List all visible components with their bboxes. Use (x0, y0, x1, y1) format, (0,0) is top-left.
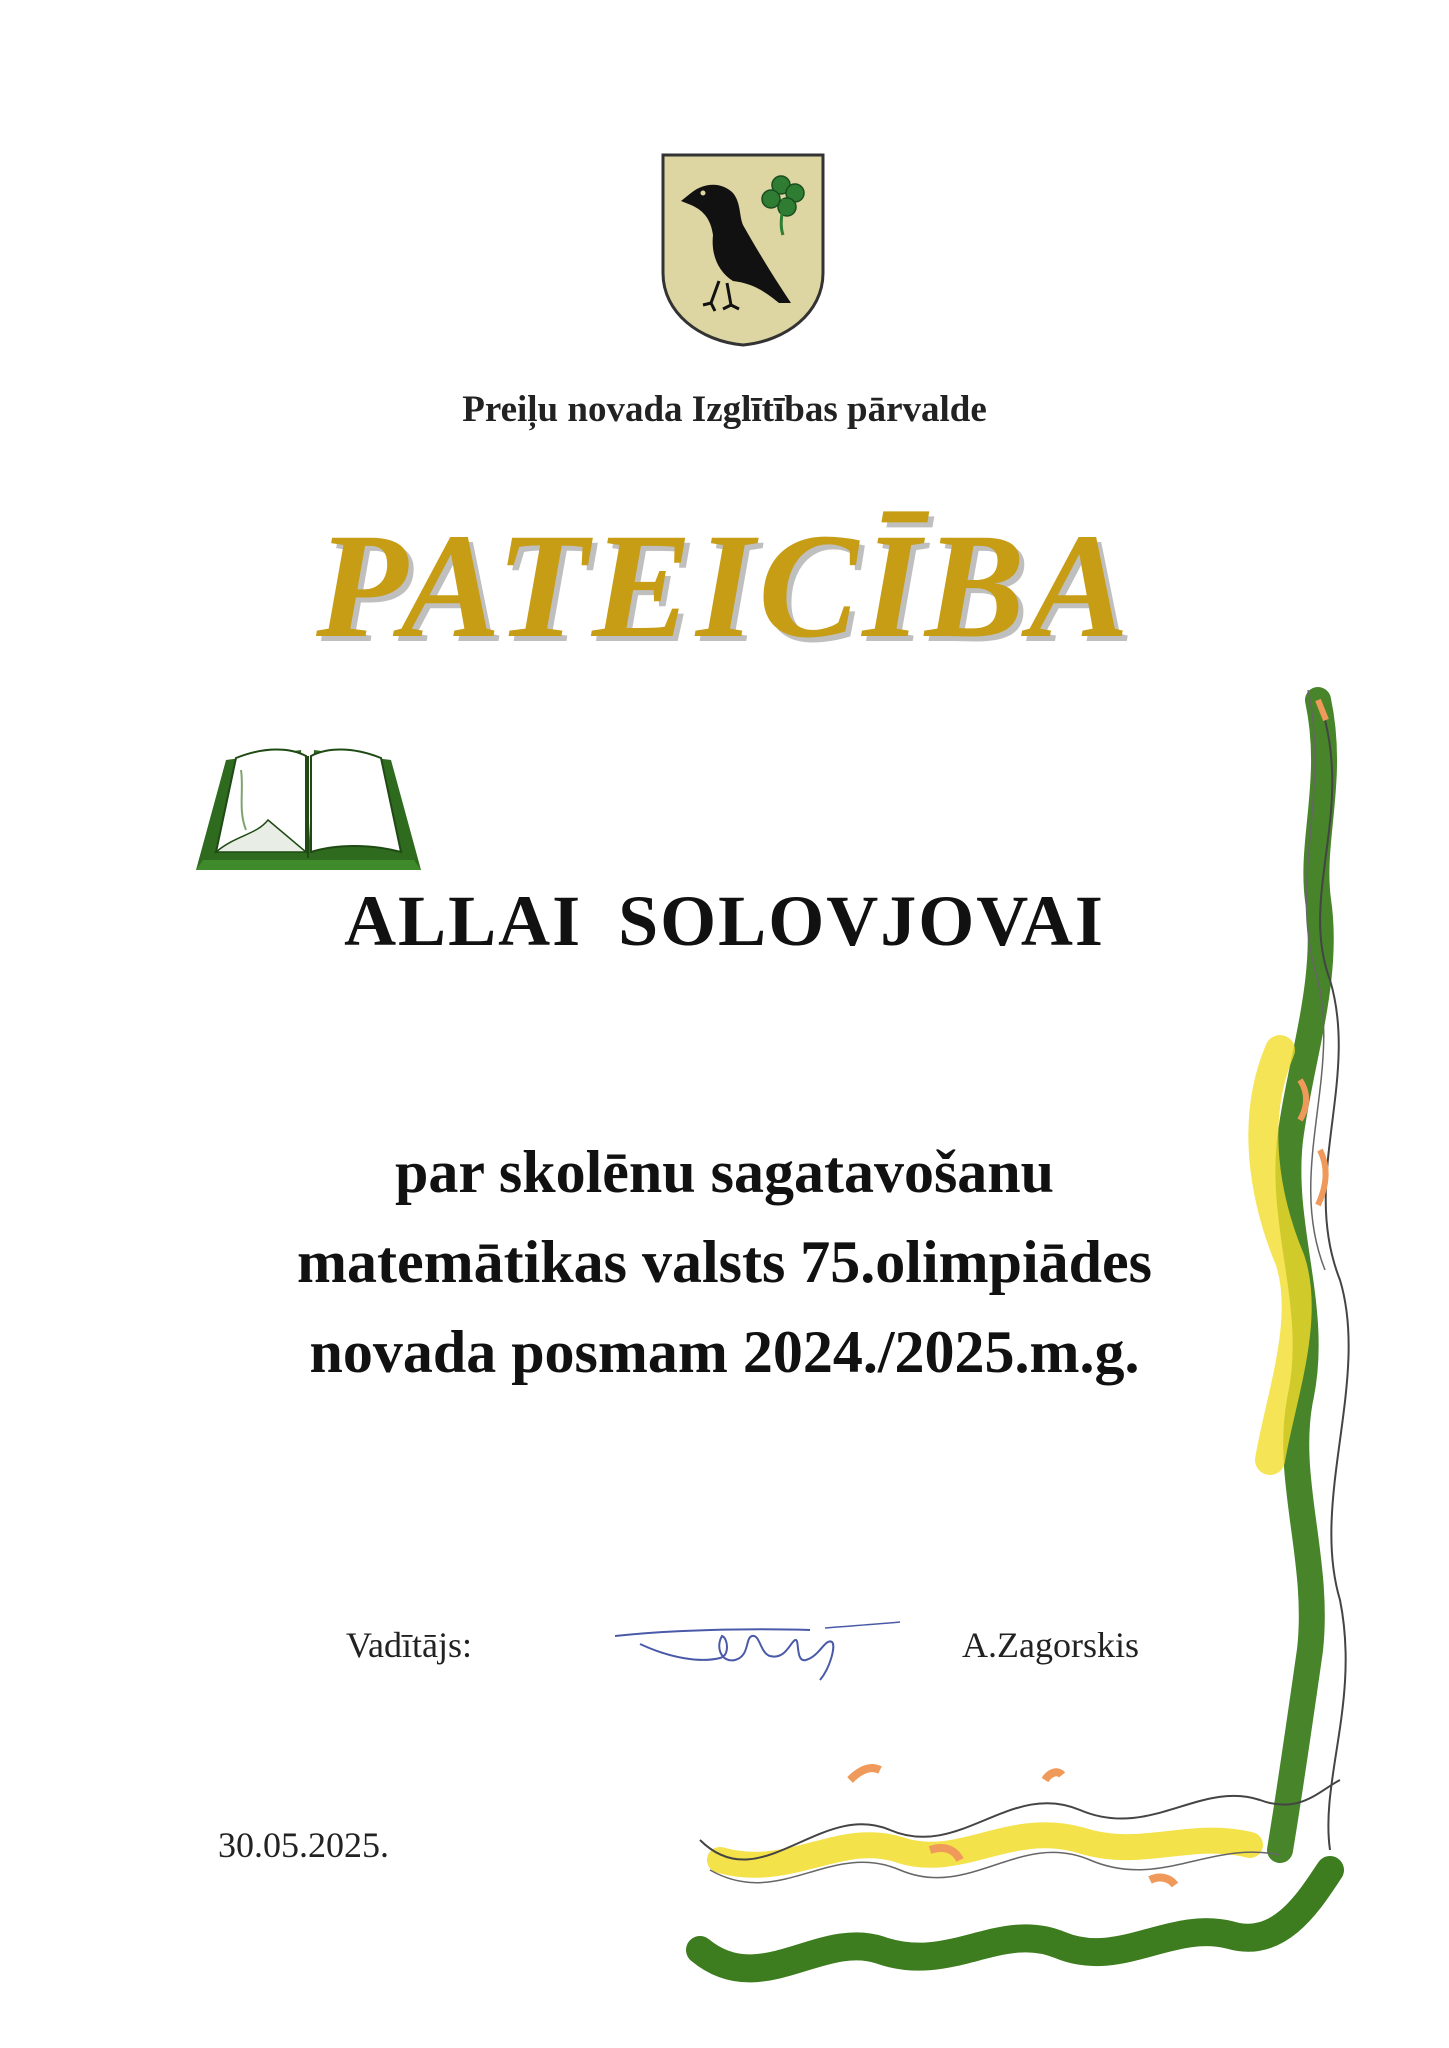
open-book-icon (186, 740, 431, 875)
reason-line-3: novada posmam 2024./2025.m.g. (309, 1319, 1140, 1385)
recipient-name: ALLAI SOLOVJOVAI (344, 881, 1105, 961)
signatory-label: Vadītājs: (346, 1625, 472, 1665)
reason-line-1: par skolēnu sagatavošanu (394, 1139, 1055, 1205)
handwritten-signature-icon (610, 1608, 910, 1688)
certificate-title: PATEICĪBA (316, 503, 1133, 669)
raven-clover-coat-of-arms-icon (661, 153, 825, 347)
issue-date: 30.05.2025. (218, 1825, 389, 1865)
organization-name: Preiļu novada Izglītības pārvalde (462, 389, 987, 430)
reason-line-2: matemātikas valsts 75.olimpiādes (297, 1229, 1152, 1295)
signatory-name: A.Zagorskis (962, 1625, 1139, 1665)
